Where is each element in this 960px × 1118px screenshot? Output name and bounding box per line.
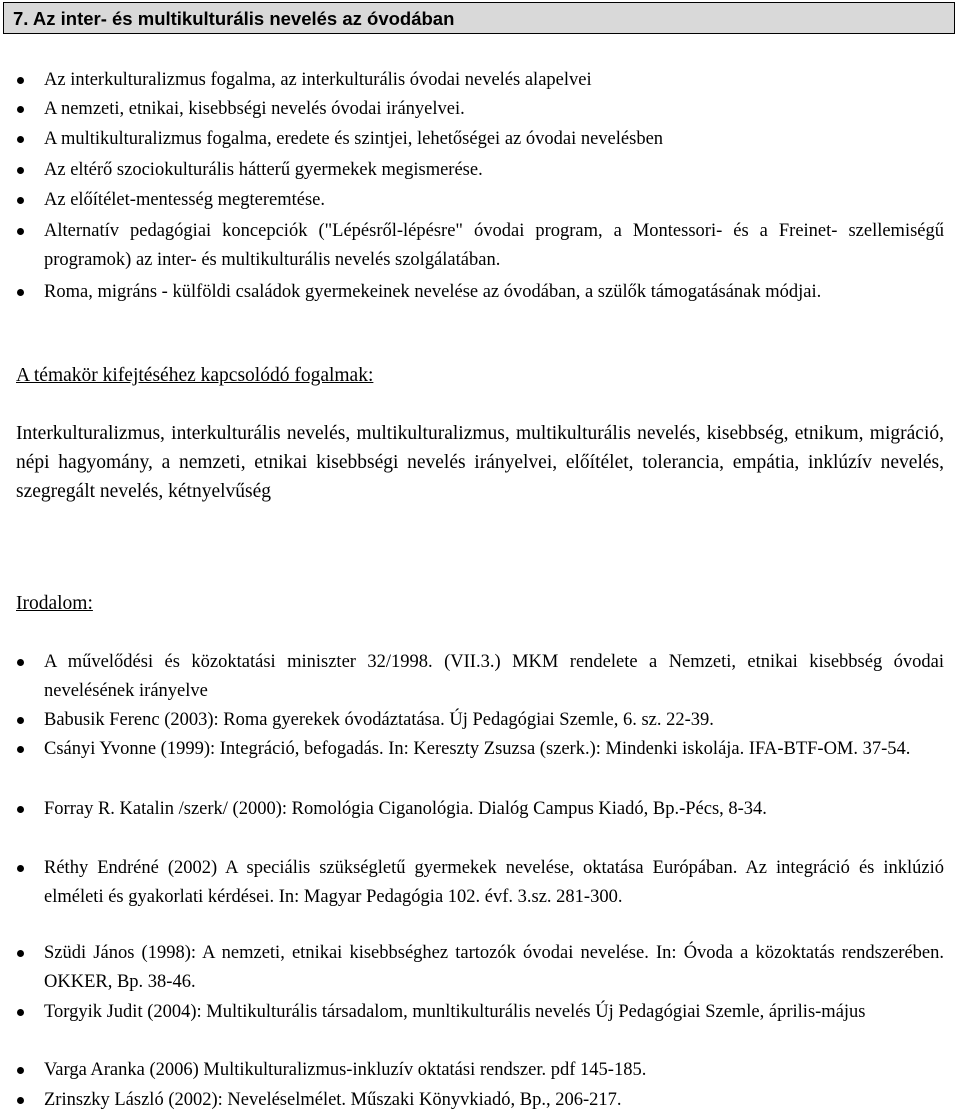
topic-item: A nemzeti, etnikai, kisebbségi nevelés óvodai irányelvei. bbox=[44, 95, 944, 124]
topic-item: Roma, migráns - külföldi családok gyermekeinek nevelése az óvodában, a szülők támogatásának módjai. bbox=[44, 278, 944, 307]
topic-item: Az interkulturalizmus fogalma, az interkulturális óvodai nevelés alapelvei bbox=[44, 66, 944, 95]
topic-item: Az előítélet-mentesség megteremtése. bbox=[44, 186, 944, 215]
literature-item: Babusik Ferenc (2003): Roma gyerekek óvodáztatása. Új Pedagógiai Szemle, 6. sz. 22-39. bbox=[44, 706, 944, 735]
literature-heading: Irodalom: bbox=[16, 593, 93, 614]
literature-item: A művelődési és közoktatási miniszter 32/1998. (VII.3.) MKM rendelete a Nemzeti, etnikai kisebbség óvodai nevelésének irányelve bbox=[44, 648, 944, 706]
concepts-heading: A témakör kifejtéséhez kapcsolódó fogalmak: bbox=[16, 365, 374, 386]
literature-item: Réthy Endréné (2002) A speciális szükségletű gyermekek nevelése, oktatása Európában. Az integráció és inklúzió elméleti és gyakorlati kérdései. In: Magyar Pedagógia 102. évf. 3.sz. 281-300. bbox=[44, 854, 944, 912]
literature-item: Szüdi János (1998): A nemzeti, etnikai kisebbséghez tartozók óvodai nevelése. In: Óvoda a közoktatás rendszerében. OKKER, Bp. 38-46. bbox=[44, 939, 944, 997]
topic-item: Alternatív pedagógiai koncepciók ("Lépésről-lépésre" óvodai program, a Montessori- és a Freinet- szellemiségű programok) az inter- és multikulturális nevelés szolgálatában. bbox=[44, 217, 944, 275]
literature-item: Torgyik Judit (2004): Multikulturális társadalom, munltikulturális nevelés Új Pedagógiai Szemle, április-május bbox=[44, 998, 944, 1027]
topic-item: Az eltérő szociokulturális hátterű gyermekek megismerése. bbox=[44, 156, 944, 185]
literature-item: Forray R. Katalin /szerk/ (2000): Romológia Ciganológia. Dialóg Campus Kiadó, Bp.-Pécs, 8-34. bbox=[44, 795, 944, 824]
literature-item: Zrinszky László (2002): Neveléselmélet. Műszaki Könyvkiadó, Bp., 206-217. bbox=[44, 1086, 944, 1115]
topic-item: A multikulturalizmus fogalma, eredete és szintjei, lehetőségei az óvodai nevelésben bbox=[44, 125, 944, 154]
concepts-text: Interkulturalizmus, interkulturális nevelés, multikulturalizmus, multikulturális nevelés, kisebbség, etnikum, migráció, népi hagyomány, a nemzeti, etnikai kisebbségi nevelés irányelvei, előítélet, tolerancia, empátia, inklúzív nevelés, szegregált nevelés, kétnyelvűség bbox=[16, 423, 944, 502]
section-title: 7. Az inter- és multikulturális nevelés az óvodában bbox=[3, 2, 955, 34]
literature-item: Csányi Yvonne (1999): Integráció, befogadás. In: Kereszty Zsuzsa (szerk.): Mindenki iskolája. IFA-BTF-OM. 37-54. bbox=[44, 735, 944, 764]
literature-item: Varga Aranka (2006) Multikulturalizmus-inkluzív oktatási rendszer. pdf 145-185. bbox=[44, 1056, 944, 1085]
